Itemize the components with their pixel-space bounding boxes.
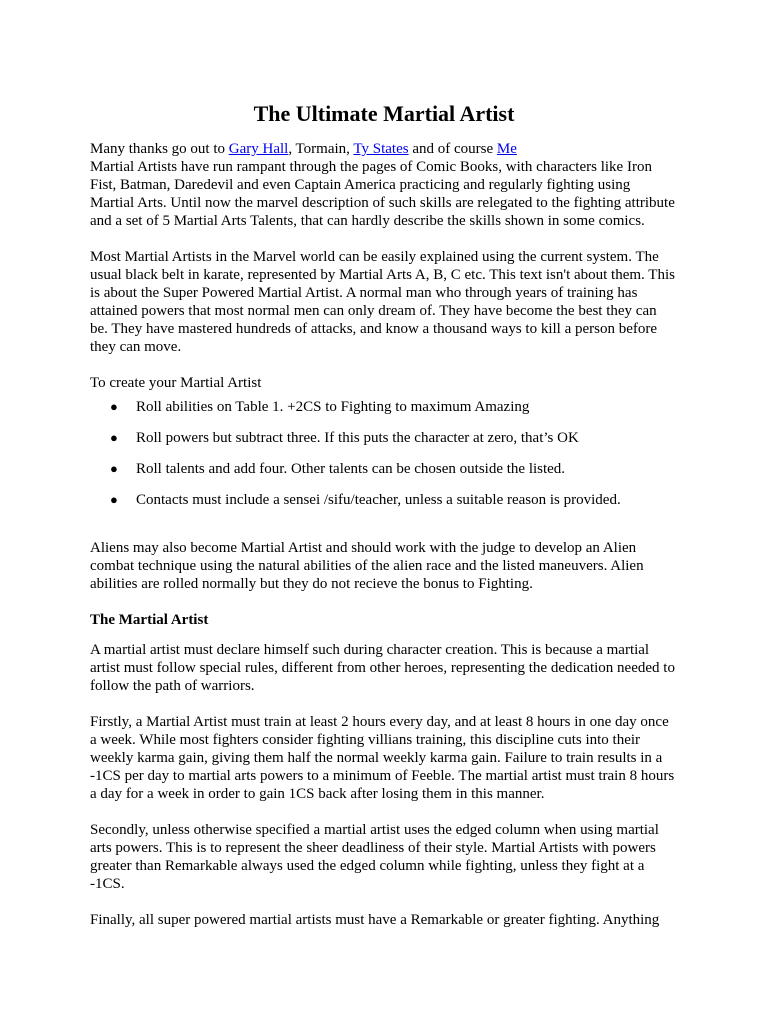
thanks-middle-2: and of course [408, 141, 497, 157]
thanks-prefix: Many thanks go out to [90, 141, 229, 157]
link-me[interactable]: Me [496, 141, 517, 157]
list-item [90, 429, 678, 447]
list-item [90, 491, 678, 509]
paragraph-finally: Finally, all super powered martial artists must have a Remarkable or greater fighting. Anything [90, 912, 660, 928]
paragraph-intro-comics: Martial Artists have run rampant through the pages of Comic Books, with characters like Iron Fist, Batman, Daredevil and even Captain America practicing and regularly fighting using Martial Arts. Until now the marvel description of such skills are relegated to the fighting attribute and a set of 5 Martial Arts Talents, that can hardly describe the skills shown in some comics. [90, 159, 675, 229]
paragraph-firstly: Firstly, a Martial Artist must train at least 2 hours every day, and at least 8 hours in one day once a week. While most fighters consider fighting villians training, this discipline cuts into their weekly karma gain, giving them half the normal weekly karma gain. Failure to train results in a -1CS per day to martial arts powers to a minimum of Feeble. The martial artist must train 8 hours a day for a week in order to gain 1CS back after losing them in this manner. [90, 714, 675, 802]
list-item-text: Roll powers but subtract three. If this puts the character at zero, that’s OK [136, 430, 579, 446]
list-item-text: Contacts must include a sensei /sifu/teacher, unless a suitable reason is provided. [136, 492, 621, 508]
link-gary-hall[interactable]: Gary Hall [228, 141, 289, 157]
bullet-icon: ● [110, 461, 118, 476]
bullet-icon: ● [110, 399, 118, 414]
paragraph-marvel-world: Most Martial Artists in the Marvel world can be easily explained using the current system. The usual black belt in karate, represented by Martial Arts A, B, C etc. This text isn't about them. This is about the Super Powered Martial Artist. A normal man who through years of training has attained powers that most normal men can only dream of. They have become the best they can be. They have mastered hundreds of attacks, and know a thousand ways to kill a person before they can move. [90, 249, 675, 355]
paragraph-declare: A martial artist must declare himself such during character creation. This is because a martial artist must follow special rules, different from other heroes, representing the dedication needed to follow the path of warriors. [90, 642, 675, 694]
paragraph-create-intro: To create your Martial Artist [90, 375, 262, 391]
creation-steps-list [90, 398, 678, 509]
list-item-text: Roll abilities on Table 1. +2CS to Fighting to maximum Amazing [136, 399, 530, 415]
list-item-text: Roll talents and add four. Other talents can be chosen outside the listed. [136, 461, 566, 477]
page-title: The Ultimate Martial Artist [253, 101, 515, 126]
thanks-middle-1: , Tormain, [288, 141, 354, 157]
list-item [90, 398, 678, 416]
thanks-line [90, 140, 678, 158]
link-ty-states[interactable]: Ty States [353, 141, 409, 157]
bullet-icon: ● [110, 430, 118, 445]
paragraph-secondly: Secondly, unless otherwise specified a martial artist uses the edged column when using martial arts powers. This is to represent the sheer deadliness of their style. Martial Artists with powers greater than Remarkable always used the edged column while fighting, unless they fight at a -1CS. [90, 822, 659, 892]
paragraph-aliens: Aliens may also become Martial Artist and should work with the judge to develop an Alien combat technique using the natural abilities of the alien race and the listed maneuvers. Alien abilities are rolled normally but they do not recieve the bonus to Fighting. [90, 540, 644, 592]
list-item [90, 460, 678, 478]
bullet-icon: ● [110, 492, 118, 507]
section-heading: The Martial Artist [90, 612, 209, 628]
